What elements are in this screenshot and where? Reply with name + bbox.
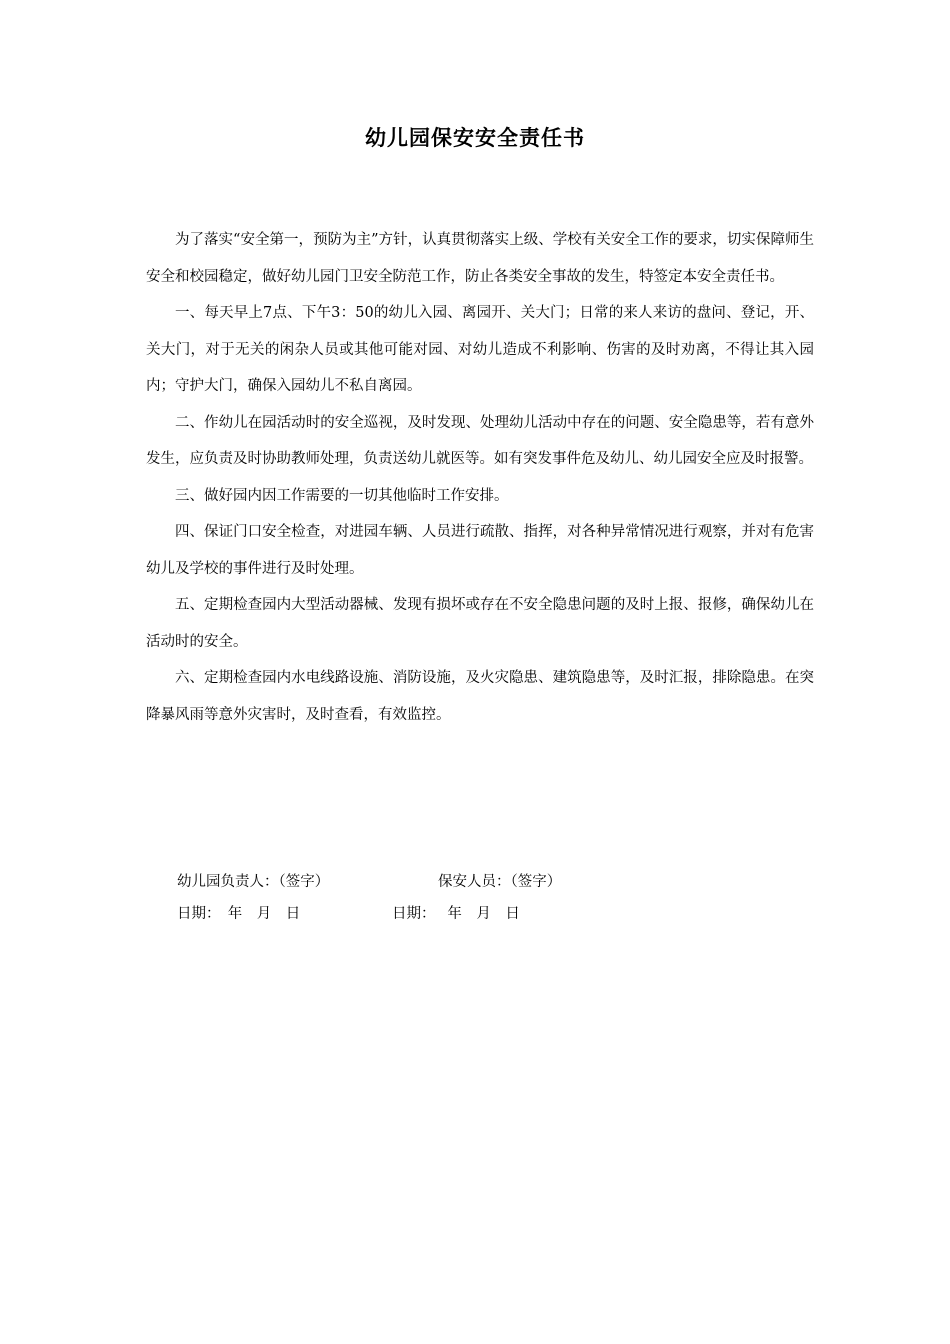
paragraph-intro: 为了落实“安全第一，预防为主”方针，认真贯彻落实上级、学校有关安全工作的要求，切实保障师生安全和校园稳定，做好幼儿园门卫安全防范工作，防止各类安全事故的发生，特签定本安全责任书。 bbox=[146, 232, 814, 285]
document-body bbox=[146, 222, 814, 733]
paragraph-clause-4: 四、保证门口安全检查，对进园车辆、人员进行疏散、指挥，对各种异常情况进行观察，并对有危害幼儿及学校的事件进行及时处理。 bbox=[146, 524, 814, 577]
guard-date-label: 日期： 年 月 日 bbox=[392, 906, 520, 922]
principal-date-label: 日期： 年 月 日 bbox=[177, 906, 301, 922]
principal-signature-label: 幼儿园负责人：（签字） bbox=[177, 874, 330, 890]
paragraph-clause-3: 三、做好园内因工作需要的一切其他临时工作安排。 bbox=[175, 487, 509, 504]
paragraph-clause-1: 一、每天早上7点、下午3：50的幼儿入园、离园开、关大门；日常的来人来访的盘问、登记，开、关大门，对于无关的闲杂人员或其他可能对园、对幼儿造成不利影响、伤害的及时劝离，不得让其入园内；守护大门，确保入园幼儿不私自离园。 bbox=[146, 305, 814, 394]
guard-signature-label: 保安人员：（签字） bbox=[438, 874, 562, 890]
document-title: 幼儿园保安安全责任书 bbox=[365, 125, 585, 150]
paragraph-clause-6: 六、定期检查园内水电线路设施、消防设施，及火灾隐患、建筑隐患等，及时汇报，排除隐患。在突降暴风雨等意外灾害时，及时查看，有效监控。 bbox=[146, 670, 814, 723]
signature-block bbox=[177, 866, 777, 930]
paragraph-clause-5: 五、定期检查园内大型活动器械、发现有损坏或存在不安全隐患问题的及时上报、报修，确保幼儿在活动时的安全。 bbox=[146, 597, 814, 650]
date-row bbox=[177, 898, 777, 930]
signature-row bbox=[177, 866, 777, 898]
paragraph-clause-2: 二、作幼儿在园活动时的安全巡视，及时发现、处理幼儿活动中存在的问题、安全隐患等，若有意外发生，应负责及时协助教师处理，负责送幼儿就医等。如有突发事件危及幼儿、幼儿园安全应及时报警。 bbox=[146, 414, 814, 467]
